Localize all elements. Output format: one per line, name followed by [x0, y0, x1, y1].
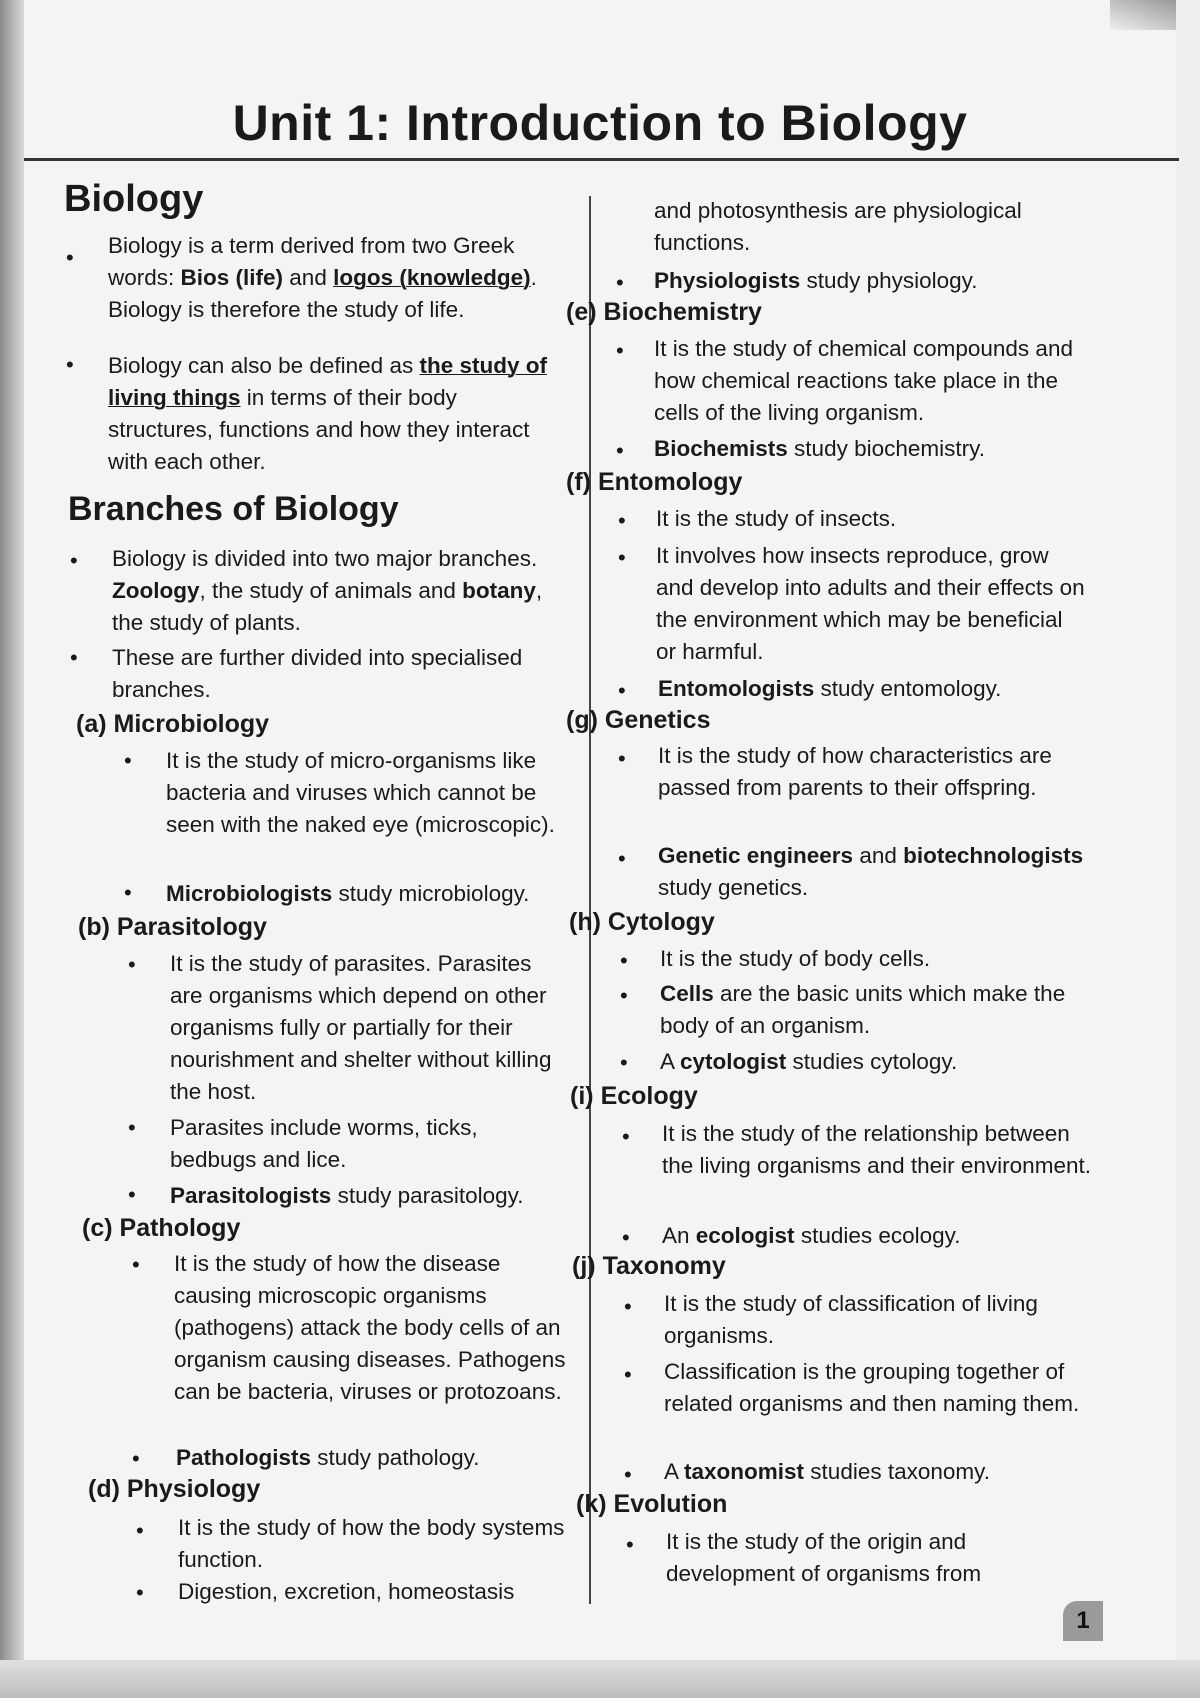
- bullet: •: [618, 846, 626, 871]
- bullet: •: [620, 983, 628, 1008]
- section-b-item-1: It is the study of parasites. Parasites are organisms which depend on other organisms fully or partially for their nourishment and shelter without killing the host.: [170, 951, 552, 1104]
- bullet: •: [124, 748, 132, 773]
- section-b-heading: (b) Parasitology: [78, 913, 267, 941]
- bullet: •: [136, 1518, 144, 1543]
- bullet: •: [624, 1362, 632, 1387]
- section-f-item-1: It is the study of insects.: [656, 506, 897, 531]
- page-title: Unit 1: Introduction to Biology: [232, 95, 968, 151]
- section-d-item-3: Physiologists study physiology.: [654, 268, 978, 293]
- section-i-heading: (i) Ecology: [570, 1082, 698, 1110]
- bullet: •: [136, 1580, 144, 1605]
- section-f-item-3: Entomologists study entomology.: [658, 676, 1002, 701]
- section-k-heading: (k) Evolution: [576, 1490, 728, 1518]
- bullet: •: [128, 952, 136, 977]
- biology-bullet-2: Biology can also be defined as the study of living things in terms of their body structures, functions and how they interact with each other.: [108, 353, 547, 474]
- page-number: 1: [1063, 1601, 1103, 1641]
- title-rule: [24, 158, 1179, 161]
- section-k-item-1: It is the study of the origin and development of organisms from: [666, 1529, 982, 1586]
- bullet: •: [70, 548, 78, 573]
- bullet: •: [618, 678, 626, 703]
- bullet: •: [622, 1124, 630, 1149]
- section-d-item-2-start: Digestion, excretion, homeostasis: [178, 1579, 515, 1604]
- section-c-item-1: It is the study of how the disease causing microscopic organisms (pathogens) attack the body cells of an organism causing diseases. Pathogens can be bacteria, viruses or protozoans.: [174, 1251, 566, 1404]
- bullet: •: [70, 645, 78, 670]
- section-g-item-1: It is the study of how characteristics are passed from parents to their offspring.: [658, 743, 1052, 800]
- page-curl: [1110, 0, 1176, 30]
- branches-bullet-1: Biology is divided into two major branches. Zoology, the study of animals and botany, the study of plants.: [112, 546, 543, 635]
- bottom-shadow: [0, 1660, 1200, 1698]
- section-j-item-3: A taxonomist studies taxonomy.: [664, 1459, 990, 1484]
- branches-heading: Branches of Biology: [68, 490, 399, 528]
- section-b-item-3: Parasitologists study parasitology.: [170, 1183, 524, 1208]
- bullet: •: [616, 438, 624, 463]
- bullet: •: [66, 245, 74, 270]
- bullet: •: [132, 1446, 140, 1471]
- bullet: •: [618, 746, 626, 771]
- section-c-heading: (c) Pathology: [82, 1214, 241, 1242]
- biology-bullet-1: Biology is a term derived from two Greek words: Bios (life) and logos (knowledge). Biology is therefore the study of life.: [108, 233, 537, 322]
- section-b-item-2: Parasites include worms, ticks, bedbugs and lice.: [170, 1115, 478, 1172]
- bullet: •: [618, 508, 626, 533]
- bullet: •: [620, 948, 628, 973]
- bullet: •: [132, 1252, 140, 1277]
- bullet: •: [616, 270, 624, 295]
- bullet: •: [626, 1532, 634, 1557]
- section-e-item-2: Biochemists study biochemistry.: [654, 436, 985, 461]
- section-f-item-2: It involves how insects reproduce, grow and develop into adults and their effects on the environment which may be beneficial or harmful.: [656, 543, 1085, 664]
- bullet: •: [624, 1462, 632, 1487]
- section-g-heading: (g) Genetics: [566, 706, 711, 734]
- bullet: •: [124, 880, 132, 905]
- section-a-item-2: Microbiologists study microbiology.: [166, 881, 530, 906]
- section-h-heading: (h) Cytology: [569, 908, 715, 936]
- bullet: •: [620, 1050, 628, 1075]
- bullet: •: [128, 1182, 136, 1207]
- biology-heading: Biology: [64, 178, 204, 220]
- section-g-item-2: Genetic engineers and biotechnologists study genetics.: [658, 843, 1084, 900]
- section-h-item-2: Cells are the basic units which make the body of an organism.: [660, 981, 1066, 1038]
- section-i-item-1: It is the study of the relationship between the living organisms and their environment.: [662, 1121, 1091, 1178]
- bullet: •: [618, 545, 626, 570]
- section-j-heading: (j) Taxonomy: [572, 1252, 726, 1280]
- column-divider: [589, 196, 591, 1604]
- section-f-heading: (f) Entomology: [566, 468, 743, 496]
- branches-bullet-2: These are further divided into specialised branches.: [112, 645, 523, 702]
- section-d-item-1: It is the study of how the body systems function.: [178, 1515, 565, 1572]
- section-j-item-2: Classification is the grouping together of related organisms and then naming them.: [664, 1359, 1080, 1416]
- document-page: [24, 0, 1176, 1698]
- section-e-item-1: It is the study of chemical compounds and how chemical reactions take place in the cells of the living organism.: [654, 336, 1073, 425]
- section-a-heading: (a) Microbiology: [76, 710, 270, 738]
- section-d-heading: (d) Physiology: [88, 1475, 261, 1503]
- bullet: •: [624, 1294, 632, 1319]
- section-h-item-3: A cytologist studies cytology.: [660, 1049, 958, 1074]
- section-j-item-1: It is the study of classification of living organisms.: [664, 1291, 1038, 1348]
- bullet: •: [66, 352, 74, 377]
- section-h-item-1: It is the study of body cells.: [660, 946, 931, 971]
- section-a-item-1: It is the study of micro-organisms like bacteria and viruses which cannot be seen with the naked eye (microscopic).: [166, 748, 555, 837]
- section-e-heading: (e) Biochemistry: [566, 298, 762, 326]
- section-c-item-2: Pathologists study pathology.: [176, 1445, 480, 1470]
- bullet: •: [616, 338, 624, 363]
- bullet: •: [128, 1115, 136, 1140]
- section-d-item-2-cont: and photosynthesis are physiological functions.: [654, 198, 1022, 255]
- bullet: •: [622, 1225, 630, 1250]
- section-i-item-2: An ecologist studies ecology.: [662, 1223, 961, 1248]
